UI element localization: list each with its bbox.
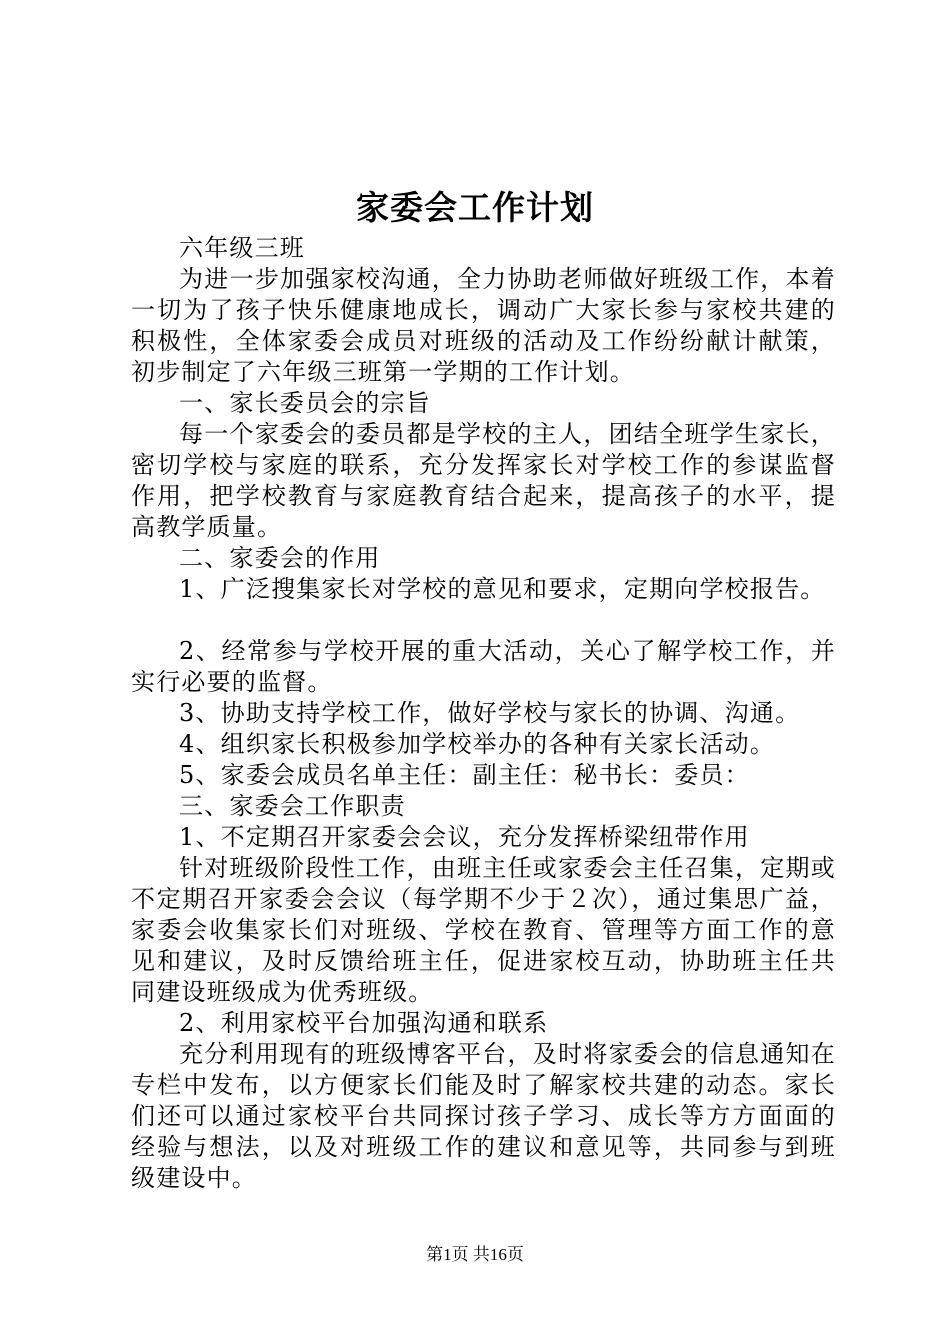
duty-paragraph-1: 针对班级阶段性工作，由班主任或家委会主任召集，定期或不定期召开家委会会议（每学期不少于２次），通过集思广益，家委会收集家长们对班级、学校在教育、管理等方面工作的意见和建议，及时反馈给班主任，促进家校互动，协助班主任共同建设班级成为优秀班级。 xyxy=(131,854,836,1006)
duty-paragraph-2: 充分利用现有的班级博客平台，及时将家委会的信息通知在专栏中发布，以方便家长们能及时了解家校共建的动态。家长们还可以通过家校平台共同探讨孩子学习、成长等方方面面的经验与想法，以及对班级工作的建议和意见等，共同参与到班级建设中。 xyxy=(131,1040,836,1192)
blank-line xyxy=(131,605,836,636)
class-name: 六年级三班 xyxy=(179,234,305,262)
purpose-paragraph: 每一个家委会的委员都是学校的主人，团结全班学生家长，密切学校与家庭的联系，充分发挥家长对学校工作的参谋监督作用，把学校教育与家庭教育结合起来，提高孩子的水平，提高教学质量。 xyxy=(131,420,836,541)
page-title: 家委会工作计划 xyxy=(356,188,594,227)
document-body xyxy=(131,233,836,1194)
role-item-4: 4、组织家长积极参加学校举办的各种有关家长活动。 xyxy=(179,730,776,758)
section-heading-purpose: 一、家长委员会的宗旨 xyxy=(179,389,431,417)
section-heading-duties: 三、家委会工作职责 xyxy=(179,792,406,820)
duty-heading-1: 1、不定期召开家委会会议，充分发挥桥梁纽带作用 xyxy=(179,823,750,851)
intro-paragraph: 为进一步加强家校沟通，全力协助老师做好班级工作，本着一切为了孩子快乐健康地成长，调动广大家长参与家校共建的积极性，全体家委会成员对班级的活动及工作纷纷献计献策，初步制定了六年级三班第一学期的工作计划。 xyxy=(131,265,836,386)
duty-heading-2: 2、利用家校平台加强沟通和联系 xyxy=(179,1009,549,1037)
role-item-2: 2、经常参与学校开展的重大活动，关心了解学校工作，并实行必要的监督。 xyxy=(131,637,836,696)
role-item-3: 3、协助支持学校工作，做好学校与家长的协调、沟通。 xyxy=(179,699,801,727)
role-item-1: 1、广泛搜集家长对学校的意见和要求，定期向学校报告。 xyxy=(179,575,826,603)
section-heading-role: 二、家委会的作用 xyxy=(179,544,381,572)
page-number-footer: 第1页 共16页 xyxy=(426,1245,524,1264)
role-item-5: 5、家委会成员名单主任：副主任：秘书长：委员： xyxy=(179,761,750,789)
